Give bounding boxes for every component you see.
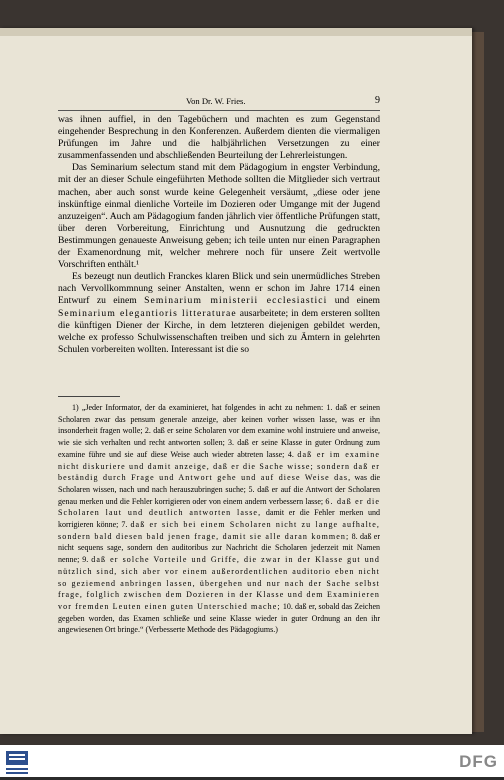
paragraph-3-text-a: Es bezeugt nun deutlich Franckes klaren Blick und sein unermüdliches Streben nach Vervollkommnung seiner Anstalten, wenn er schon im Jahre 1714 einen Entwurf zu einem [58, 271, 380, 307]
fn-part-3: damit er die Fehler merken und korrigieren könne; 7. [58, 508, 381, 530]
viewer-footer [0, 745, 504, 777]
paragraph-3-text-c: und einem [334, 295, 381, 307]
main-text [58, 114, 380, 356]
running-title: Von Dr. W. Fries. [186, 96, 246, 106]
footnote-rule [58, 396, 120, 397]
dfg-logo: DFG [459, 752, 498, 771]
book-edge [472, 32, 484, 732]
fn-part-4: 8. daß er nicht sequens sage, sondern den auditoribus zur Nachricht die Scholaren jederzeit mit Namen nenne; 9. [58, 531, 381, 565]
fn-spaced-4: daß er solche Vorteile und Griffe, die zwar in der Klasse gut und nützlich sind, sich aber vor einem außerordentlichen auditorio eben nicht so geziemend anbringen lassen, übergehen und nur nach der Sache selbst frage, folglich zwischen dem Dozieren in der Klasse und dem Examinieren vor fremden Leuten einen guten Unterschied mache; [58, 555, 381, 611]
seminarium-ministerii: Seminarium ministerii ecclesiastici [144, 295, 328, 307]
fn-spaced-2: 6. daß er die Scholaren laut und deutlich antworten lasse, [58, 496, 381, 518]
fn-spaced-3: daß er sich bei einem Scholaren nicht zu lange aufhalte, sondern bald diesen bald jenen frage, damit sie alle daran kommen; [58, 520, 381, 541]
running-head [58, 96, 380, 108]
paragraph-3-text-e: ausarbeitete; in dem ersteren sollten die künftigen Diener der Kirche, in dem letzteren diejenigen gebildet werden, welche ex professo Schulwissenschaften treiben und sich zu Ämtern in gelehrten Schulen vorbereiten wollten. Interessant ist die so [58, 307, 380, 355]
fn-spaced-1: daß er im examine nicht diskuriere und damit anzeige, daß er die Sache wisse; sondern daß er beständig durch Frage und Antwort gehe und auf diese Weise das, [58, 449, 381, 483]
footnote-text [58, 402, 380, 636]
fn-part-5: 10. daß er, sobald das Zeichen gegeben worden, das Examen schließe und seine Klasse wieder in guter Ordnung an den ihr angewiesenen Ort bringe.“ (Verbesserte Methode des Pädagogiums.) [58, 601, 381, 635]
paragraph-1: was ihnen auffiel, in den Tagebüchern und machten es zum Gegenstand eingehender Besprechung in den Konferenzen. Außerdem dienten die viermaligen Prüfungen im Jahre und die halbjährlichen Versetzungen zu einer zusammenfassenden und abschließenden Beurteilung der Lehrerleistungen. [58, 114, 380, 162]
library-logo-icon [4, 749, 30, 775]
paragraph-3 [58, 271, 380, 356]
page-number: 9 [375, 95, 380, 106]
paragraph-2: Das Seminarium selectum stand mit dem Pädagogium in engster Verbindung, mit der an dieser Schule eingeführten Methode sollten die Mitglieder sich vertraut machen, aber auch sonst wurde keine Gelegenheit versäumt, „diese oder jene inskünftige einmal dienliche Vorteile im Dozieren oder Umgange mit der Jugend anzuzeigen“. Auch am Pädagogium fanden jährlich vier öffentliche Prüfungen statt, über deren Vorbereitung, Einrichtung und Ausnutzung die gedruckten Bestimmungen genaueste Anweisung geben; ich teile unten nur einen Paragraphen der Examenordnung mit, welcher mehrere noch für unsere Zeit wertvolle Vorschriften enthält.¹ [58, 162, 380, 271]
seminarium-elegantioris: Seminarium elegantioris litteraturae [58, 307, 237, 319]
fn-part-1: 1) „Jeder Informator, der da examinieret, hat folgendes in acht zu nehmen: 1. daß er seinen Scholaren zwar das pensum generale anzeige, aber keinen vorher wissen lasse, was er ihn insonderheit fragen wolle; 2. daß er seine Scholaren vor dem examine wohl instruiere und anweise, wie sie sich verhalten und recht antworten sollen; 3. daß er seine Klasse in guter Ordnung zum examine führe und sie auf diese Weise auch wieder abtreten lasse; 4. [58, 403, 380, 459]
footnote [58, 402, 380, 636]
header-rule [58, 110, 380, 111]
page-top-edge [0, 28, 472, 36]
fn-part-2: was die Scholaren wissen, nach und nach herauszubringen suche; 5. daß er auf die Antwort der Scholaren genau merken und die Fehler korrigieren oder von einem andern verbessern lasse; [58, 473, 381, 506]
